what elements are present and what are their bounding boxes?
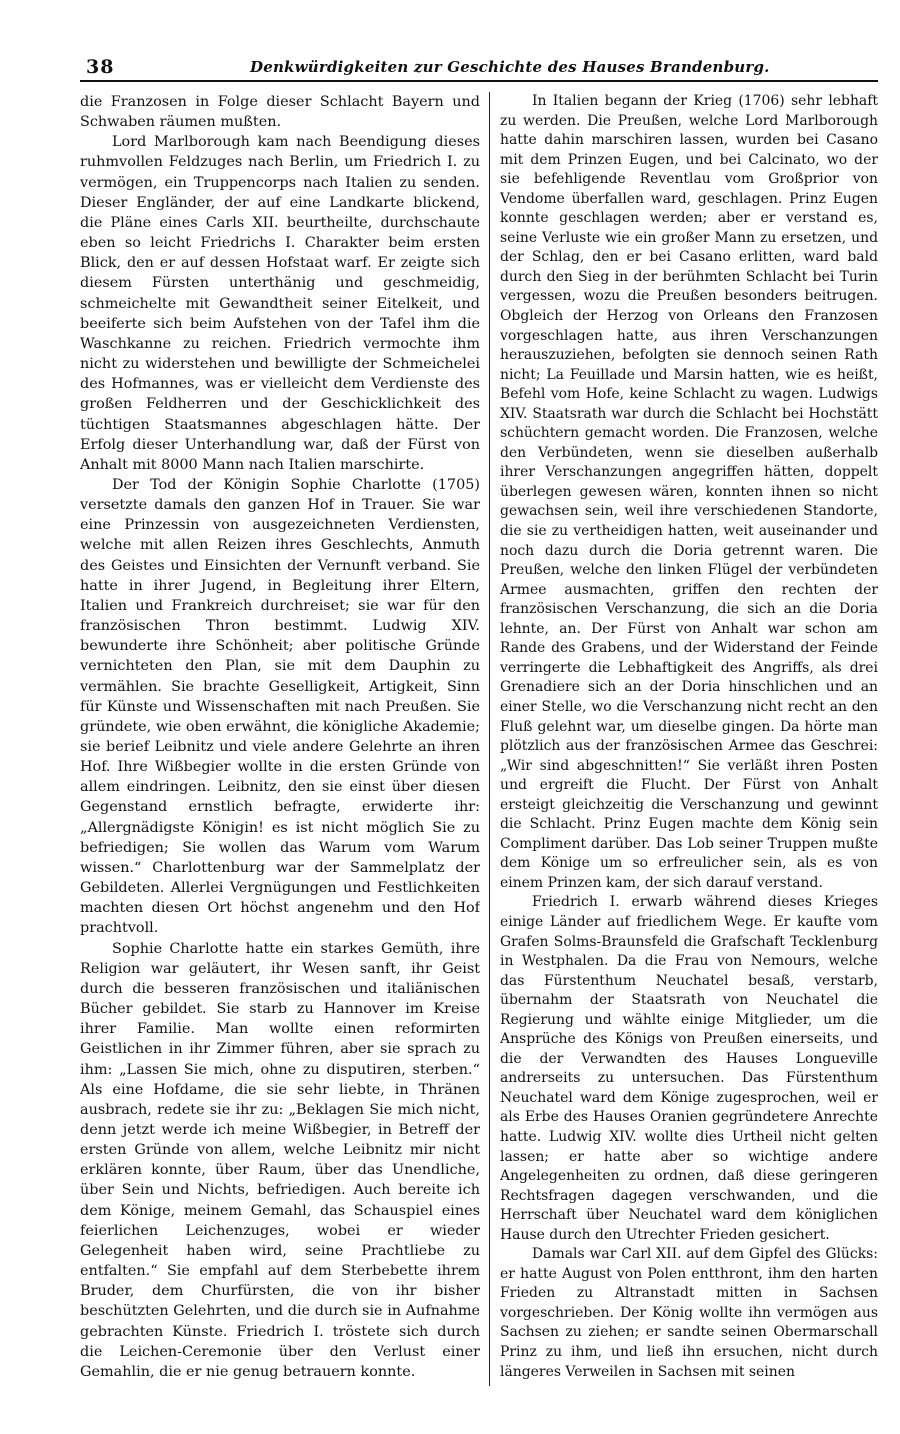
text-columns (80, 92, 878, 1386)
paragraph: In Italien begann der Krieg (1706) sehr lebhaft zu werden. Die Preußen, welche Lord Marlborough hatte dahin marschiren lassen, wurden bei Casano mit dem Prinzen Eugen, und bei Calcinato, wo der sie befehligende Reventlau vom Großprior von Vendome überfallen ward, geschlagen. Prinz Eugen konnte geschlagen werden; aber er verstand es, seine Verluste wie ein großer Mann zu ersetzen, und der Schlag, den er bei Casano erlitten, ward bald durch den Sieg in der berühmten Schlacht bei Turin vergessen, wozu die Preußen besonders beitrugen. Obgleich der Herzog von Orleans den Franzosen vorgeschlagen hatte, aus ihren Verschanzungen herauszuziehen, befolgten sie dennoch seinen Rath nicht; La Feuillade und Marsin hatten, wie es heißt, Befehl vom Hofe, keine Schlacht zu wagen. Ludwigs XIV. Staatsrath war durch die Schlacht bei Hochstätt schüchtern gemacht worden. Die Franzosen, welche den Verbündeten, wenn sie dieselben außerhalb ihrer Verschanzungen angegriffen hätten, doppelt überlegen gewesen wären, konnten ihnen so nicht gewachsen sein, weil ihre verschiedenen Standorte, die sie zu vertheidigen hatten, weit auseinander und noch dazu durch die Doria getrennt waren. Die Preußen, welche den linken Flügel der verbündeten Armee ausmachten, griffen den rechten der französischen Verschanzung, die sich an die Doria lehnte, an. Der Fürst von Anhalt war schon am Rande des Grabens, und der Widerstand der Feinde verringerte die Lebhaftigkeit des Angriffs, als drei Grenadiere sich an der Doria hinschlichen und an einer Stelle, wo die Verschanzung nicht recht an den Fluß gelehnt war, um dieselbe gingen. Da hörte man plötzlich aus der französischen Armee das Geschrei: „Wir sind abgeschnitten!“ Sie verläßt ihren Posten und ergreift die Flucht. Der Fürst von Anhalt ersteigt gleichzeitig die Verschanzung und gewinnt die Schlacht. Prinz Eugen machte dem König sein Compliment darüber. Das Lob seiner Truppen mußte dem Könige um so erfreulicher sein, als es von einem Prinzen kam, der sich darauf verstand. (500, 93, 878, 891)
paragraph: Friedrich I. erwarb während dieses Krieges einige Länder auf friedlichem Wege. Er kaufte vom Grafen Solms-Braunsfeld die Grafschaft Tecklenburg in Westphalen. Da die Frau von Nemours, welche das Fürstenthum Neuchatel besaß, verstarb, übernahm der Staatsrath von Neuchatel die Regierung und wählte einige Mitglieder, um die Ansprüche des Königs von Preußen einerseits, und die der Verwandten des Hauses Longueville andrerseits zu untersuchen. Das Fürstenthum Neuchatel ward dem Könige zugesprochen, weil er als Erbe des Hauses Oranien gegründetere Anrechte hatte. Ludwig XIV. wollte dies Urtheil nicht gelten lassen; er hatte aber so wichtige andere Angelegenheiten zu ordnen, daß diese geringeren Rechtsfragen dagegen verschwanden, und die Herrschaft über Neuchatel ward dem königlichen Hause durch den Utrechter Frieden gesichert. (500, 894, 878, 1243)
paragraph: Sophie Charlotte hatte ein starkes Gemüth, ihre Religion war geläutert, ihr Wesen sanft, ihr Geist durch die besseren französischen und italiänischen Bücher gebildet. Sie starb zu Hannover im Kreise ihrer Familie. Man wollte einen reformirten Geistlichen in ihr Zimmer führen, aber sie sprach zu ihm: „Lassen Sie mich, ohne zu disputiren, sterben.“ Als eine Hofdame, die sie sehr liebte, in Thränen ausbrach, redete sie ihr zu: „Beklagen Sie mich nicht, denn jetzt werde ich meine Wißbegier, in Betreff der ersten Gründe von allem, welche Leibnitz mir nicht erklären konnte, über Raum, über das Unendliche, über Sein und Nichts, befriedigen. Auch bereite ich dem Könige, meinem Gemahl, das Schauspiel eines feierlichen Leichenzuges, wobei er wieder Gelegenheit haben wird, seine Prachtliebe zu entfalten.“ Sie empfahl auf dem Sterbebette ihrem Bruder, dem Churfürsten, die von ihr bisher beschützten Gelehrten, und die durch sie in Aufnahme gebrachten Künste. Friedrich I. tröstete sich durch die Leichen-Ceremonie über den Verlust einer Gemahlin, die er nie genug betrauern konnte. (80, 940, 480, 1380)
page-header (80, 52, 878, 82)
left-column (80, 92, 480, 1386)
running-title: Denkwürdigkeiten zur Geschichte des Hauses Brandenburg. (250, 58, 770, 76)
page-number: 38 (86, 56, 115, 78)
paragraph: die Franzosen in Folge dieser Schlacht Bayern und Schwaben räumen mußten. (80, 94, 480, 131)
right-column (500, 92, 878, 1386)
paragraph: Damals war Carl XII. auf dem Gipfel des Glücks: er hatte August von Polen entthront, ihm den harten Frieden zu Altranstadt mitten in Sachsen vorgeschrieben. Der König wollte ihn vermögen aus Sachsen zu ziehen; er sandte seinen Obermarschall Prinz zu ihm, und ließ ihn ersuchen, nicht durch längeres Verweilen in Sachsen mit seinen (500, 1246, 878, 1380)
paragraph: Lord Marlborough kam nach Beendigung dieses ruhmvollen Feldzuges nach Berlin, um Friedrich I. zu vermögen, ein Truppencorps nach Italien zu senden. Dieser Engländer, der auf eine Landkarte blickend, die Pläne eines Carls XII. beurtheilte, durchschaute eben so leicht Friedrichs I. Charakter beim ersten Blick, den er auf dessen Hofstaat warf. Er zeigte sich diesem Fürsten unterthänig und geschmeidig, schmeichelte mit Gewandtheit seiner Eitelkeit, und beeiferte sich beim Aufstehen von der Tafel ihm die Waschkanne zu reichen. Friedrich vermochte ihm nicht zu widerstehen und bewilligte der Schmeichelei des Hofmannes, was er vielleicht dem Verdienste des großen Feldherren und der Geschicklichkeit des tüchtigen Staatsmannes abgeschlagen hätte. Der Erfolg dieser Unterhandlung war, daß der Fürst von Anhalt mit 8000 Mann nach Italien marschirte. (80, 134, 480, 473)
paragraph: Der Tod der Königin Sophie Charlotte (1705) versetzte damals den ganzen Hof in Trauer. Sie war eine Prinzessin von ausgezeichneten Verdiensten, welche mit allen Reizen ihres Geschlechts, Anmuth des Geistes und Einsichten der Vernunft verband. Sie hatte in ihrer Jugend, in Begleitung ihrer Eltern, Italien und Frankreich durchreiset; sie war für den französischen Thron bestimmt. Ludwig XIV. bewunderte ihre Schönheit; aber politische Gründe vernichteten den Plan, sie mit dem Dauphin zu vermählen. Sie brachte Geselligkeit, Artigkeit, Sinn für Künste und Wissenschaften mit nach Preußen. Sie gründete, wie oben erwähnt, die königliche Akademie; sie berief Leibnitz und viele andere Gelehrte an ihren Hof. Ihre Wißbegier wollte in die ersten Gründe von allem eindringen. Leibnitz, den sie einst über diesen Gegenstand ernstlich befragte, erwiderte ihr: „Allergnädigste Königin! es ist nicht möglich Sie zu befriedigen; Sie wollen das Warum vom Warum wissen.“ Charlottenburg war der Sammelplatz der Gebildeten. Allerlei Vergnügungen und Festlichkeiten machten diesen Ort höchst angenehm und den Hof prachtvoll. (80, 476, 480, 937)
column-divider (489, 92, 490, 1386)
